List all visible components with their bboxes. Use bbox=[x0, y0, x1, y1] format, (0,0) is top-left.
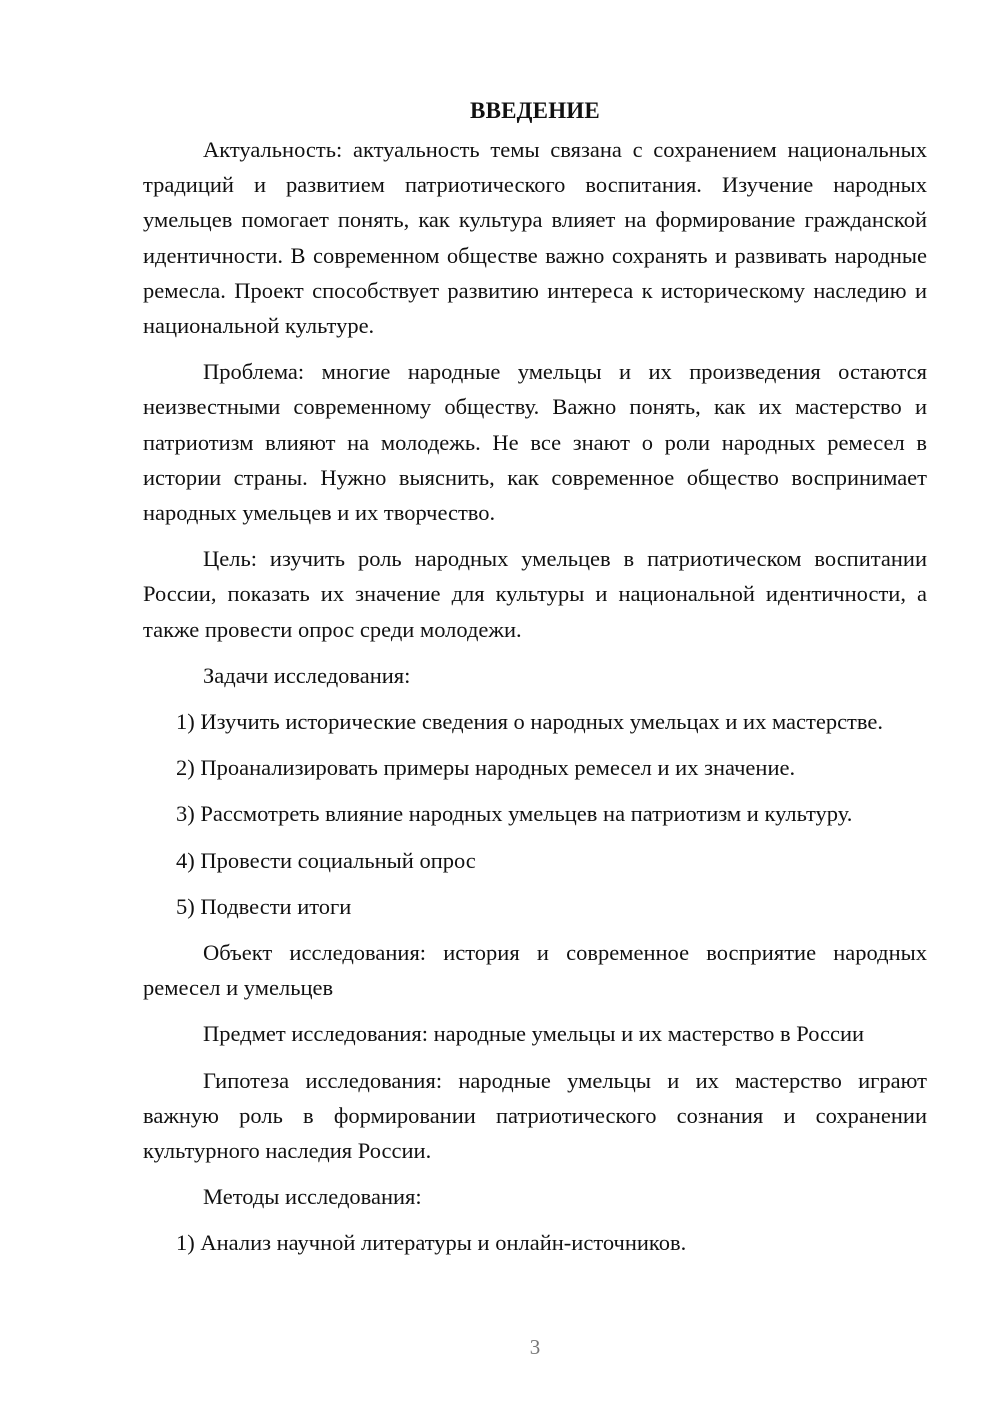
subject-paragraph: Предмет исследования: народные умельцы и их мастерство в России bbox=[203, 1021, 865, 1047]
task-item-4: 4) Провести социальный опрос bbox=[176, 847, 476, 873]
task-item-5: 5) Подвести итоги bbox=[176, 893, 352, 919]
page-number: 3 bbox=[529, 1335, 541, 1359]
problem-paragraph: Проблема: многие народные умельцы и их произведения остаются неизвестными современному обществу. Важно понять, как их мастерство и патриотизм влияют на молодежь. Не все знают о роли народных ремесел в истории страны. Нужно выяснить, как современное общество воспринимает народных умельцев и их творчество. bbox=[143, 359, 927, 526]
method-item-1: 1) Анализ научной литературы и онлайн-источников. bbox=[176, 1230, 687, 1256]
task-item-3: 3) Рассмотреть влияние народных умельцев на патриотизм и культуру. bbox=[176, 801, 853, 827]
relevance-paragraph: Актуальность: актуальность темы связана с сохранением национальных традиций и развитием патриотического воспитания. Изучение народных умельцев помогает понять, как культура влияет на формирование гражданской идентичности. В современном обществе важно сохранять и развивать народные ремесла. Проект способствует развитию интереса к историческому наследию и национальной культуре. bbox=[143, 137, 927, 339]
document-page bbox=[143, 94, 927, 1272]
tasks-label: Задачи исследования: bbox=[203, 662, 411, 688]
task-item-1: 1) Изучить исторические сведения о народных умельцах и их мастерстве. bbox=[176, 709, 883, 735]
hypothesis-paragraph: Гипотеза исследования: народные умельцы и их мастерство играют важную роль в формировании патриотического сознания и сохранении культурного наследия России. bbox=[143, 1067, 927, 1164]
task-item-2: 2) Проанализировать примеры народных ремесел и их значение. bbox=[176, 755, 796, 781]
methods-label: Методы исследования: bbox=[203, 1184, 422, 1210]
object-paragraph: Объект исследования: история и современное восприятие народных ремесел и умельцев bbox=[143, 940, 927, 1001]
section-heading: ВВЕДЕНИЕ bbox=[470, 98, 600, 123]
goal-paragraph: Цель: изучить роль народных умельцев в патриотическом воспитании России, показать их значение для культуры и национальной идентичности, а также провести опрос среди молодежи. bbox=[143, 546, 927, 642]
